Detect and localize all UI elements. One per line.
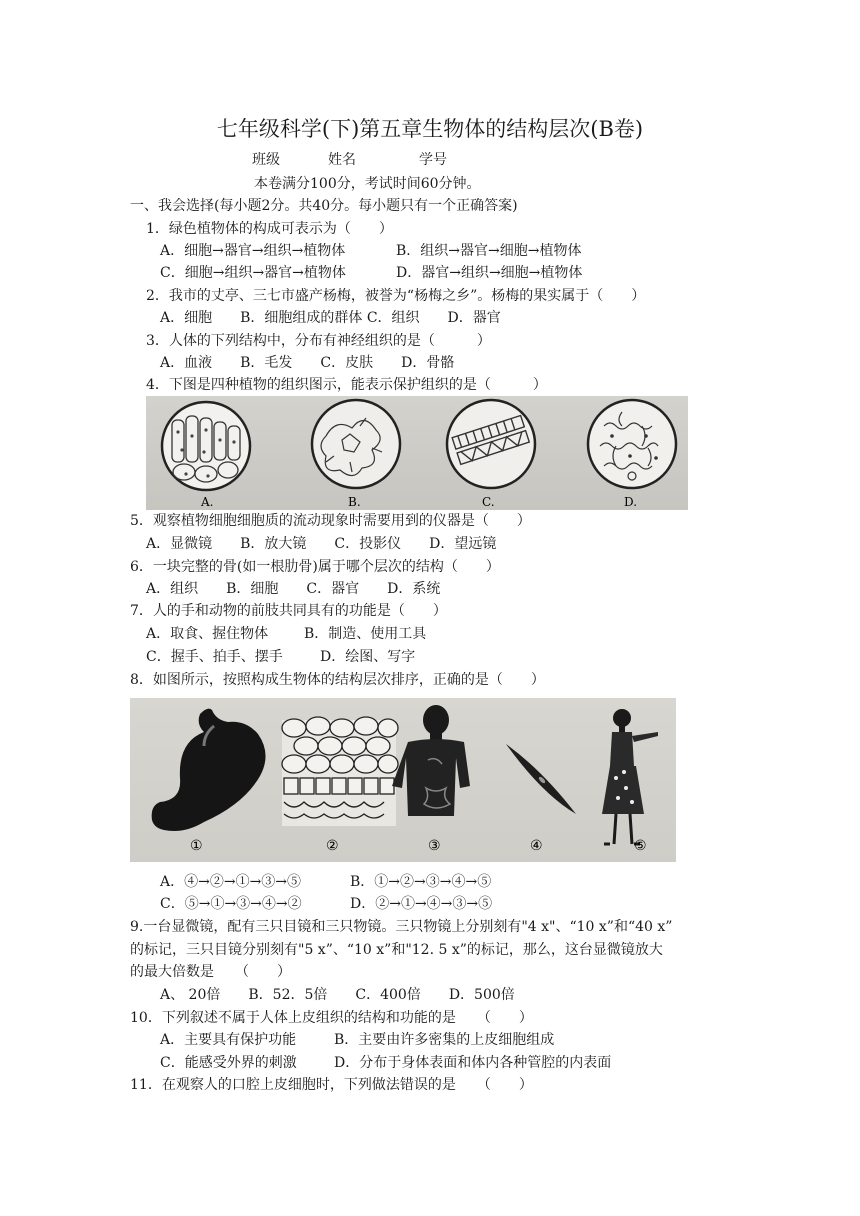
question-11-stem: 11．在观察人的口腔上皮细胞时，下列做法错误的是 （ ） — [130, 1077, 533, 1093]
tissue-c-image — [447, 400, 535, 488]
question-1-option-d: D．器官→组织→细胞→植物体 — [396, 265, 583, 281]
figure-label-5: ⑤ — [634, 838, 647, 854]
question-9-stem-line-3: 的最大倍数是 （ ） — [130, 964, 291, 980]
question-2-stem: 2．我市的丈亭、三七市盛产杨梅，被誉为“杨梅之乡”。杨梅的果实属于（ ） — [146, 288, 646, 304]
student-number-label: 学号 — [419, 152, 447, 168]
question-5-options: A．显微镜 B．放大镜 C．投影仪 D．望远镜 — [146, 536, 497, 552]
plant-tissue-figure — [146, 396, 688, 510]
question-1-stem: 1．绿色植物体的构成可表示为（ ） — [146, 221, 393, 237]
human-torso-image — [392, 705, 470, 816]
stomach-image — [152, 709, 266, 831]
name-label: 姓名 — [328, 152, 356, 168]
muscle-cell-image — [506, 744, 576, 814]
question-10-option-c: C．能感受外界的刺激 — [160, 1055, 297, 1071]
question-7-option-a: A．取食、握住物体 — [146, 626, 269, 642]
figure-label-c: C. — [482, 495, 495, 509]
tissue-a-image — [162, 402, 250, 490]
cell-tissue-image — [282, 717, 398, 826]
question-10-stem: 10．下列叙述不属于人体上皮组织的结构和功能的是 （ ） — [130, 1010, 533, 1026]
question-8-stem: 8．如图所示，按照构成生物体的结构层次排序，正确的是（ ） — [130, 672, 545, 688]
question-9-stem-line-1: 9.一台显微镜，配有三只目镜和三只物镜。三只物镜上分别刻有"4 x"、“10 x”和“40 x” — [130, 919, 673, 935]
question-10-option-a: A．主要具有保护功能 — [160, 1032, 297, 1048]
question-10-option-b: B．主要由许多密集的上皮细胞组成 — [334, 1032, 555, 1048]
figure-label-a: A. — [201, 495, 214, 509]
question-3-stem: 3．人体的下列结构中，分布有神经组织的是（ ） — [146, 333, 491, 349]
question-10-option-d: D．分布于身体表面和体内各种管腔的内表面 — [334, 1055, 612, 1071]
figure-label-d: D. — [624, 495, 638, 509]
question-2-options: A．细胞 B．细胞组成的群体 C．组织 D．器官 — [160, 310, 501, 326]
question-6-stem: 6．一块完整的骨(如一根肋骨)属于哪个层次的结构（ ） — [130, 559, 500, 575]
question-8-option-b: B．①→②→③→④→⑤ — [350, 874, 492, 890]
question-5-stem: 5．观察植物细胞细胞质的流动现象时需要用到的仪器是（ ） — [130, 513, 531, 529]
question-9-stem-line-2: 的标记，三只目镜分别刻有"5 x”、“10 x”和"12. 5 x”的标记，那么，这台显微镜放大 — [130, 942, 663, 958]
question-7-option-c: C．握手、拍手、摆手 — [146, 649, 283, 665]
figure-label-1: ① — [190, 838, 203, 854]
section-heading: 一、我会选择(每小题2分。共40分。每小题只有一个正确答案) — [130, 198, 518, 214]
exam-info: 本卷满分100分，考试时间60分钟。 — [254, 176, 481, 192]
figure-label-4: ④ — [530, 838, 543, 854]
tissue-d-image — [588, 400, 676, 488]
figure-label-3: ③ — [428, 838, 441, 854]
question-6-options: A．组织 B．细胞 C．器官 D．系统 — [146, 581, 441, 597]
class-label: 班级 — [252, 152, 280, 168]
question-1-option-b: B．组织→器官→细胞→植物体 — [396, 243, 582, 259]
page-title: 七年级科学(下)第五章生物体的结构层次(B卷) — [216, 117, 644, 141]
human-figure-image — [602, 709, 658, 844]
question-3-options: A．血液 B．毛发 C．皮肤 D．骨骼 — [160, 355, 455, 371]
question-7-stem: 7．人的手和动物的前肢共同具有的功能是（ ） — [130, 603, 447, 619]
question-8-option-a: A．④→②→①→③→⑤ — [160, 874, 302, 890]
question-4-stem: 4．下图是四种植物的组织图示，能表示保护组织的是（ ） — [146, 377, 547, 393]
figure-label-b: B. — [348, 495, 361, 509]
question-7-option-d: D．绘图、写字 — [320, 649, 416, 665]
figure-label-2: ② — [326, 838, 339, 854]
question-8-option-d: D．②→①→④→③→⑤ — [350, 896, 493, 912]
question-1-option-a: A．细胞→器官→组织→植物体 — [160, 243, 346, 259]
question-8-option-c: C．⑤→①→③→④→② — [160, 896, 302, 912]
question-1-option-c: C．细胞→组织→器官→植物体 — [160, 265, 346, 281]
tissue-b-image — [312, 400, 400, 488]
question-9-options: A、 20倍 B．52．5倍 C．400倍 D．500倍 — [160, 987, 515, 1003]
question-7-option-b: B．制造、使用工具 — [304, 626, 427, 642]
structure-level-figure — [130, 698, 676, 862]
